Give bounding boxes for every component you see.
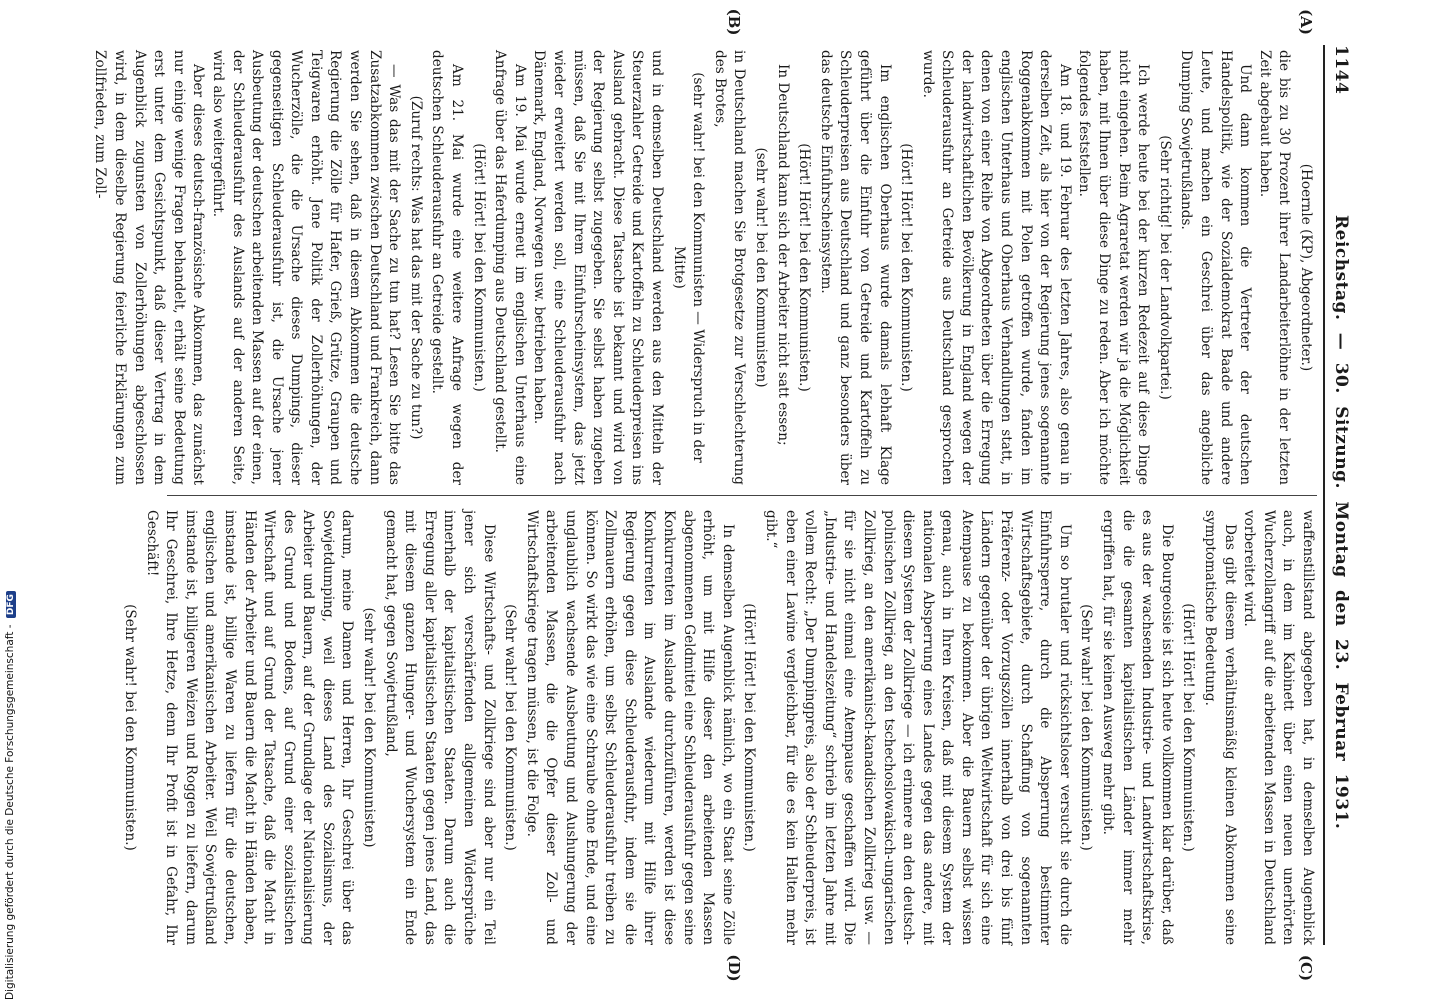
- paragraph: — Was das mit der Sache zu tun hat? Lesen Sie bitte das Zusatzabkommen zwischen Deutschland und Frankreich, dann werden Sie sehen, daß in diesem Abkommen die deutsche Regierung die Zölle für Hafer, Grieß, Grütze, Graupen und Teigwaren erhöht. Jene Politik der Zollerhöhungen, der Wucherzölle, die die Ursache dieses Dumpings, dieser gegenseitigen Schleuderausfuhr ist, die Ursache jener Ausbeutung der deutschen arbeitenden Massen auf der einen, der Schleuderausfuhr des Auslands auf der anderen Seite, wird also weitergeführt.: [209, 50, 403, 485]
- page-title: Reichstag. — 30. Sitzung. Montag den 23. Februar 1931.: [1331, 215, 1351, 830]
- paragraph: Im englischen Oberhaus wurde damals lebhaft Klage geführt über die Einfuhr von Getreide und Kartoffeln zu Schleuderpreisen aus Deutschland und ganz besonders über das deutsche Einfuhrscheinsystem.: [817, 50, 893, 485]
- paragraph: darum, meine Damen und Herren, Ihr Geschrei über das Sowjetdumping, weil dieses Land des Sozialismus, der Arbeiter und Bauern, auf der Grundlage der Nationalisierung des Grund und Bodens, auf Grund einer sozialistischen Wirtschaft und auf Grund der Tatsache, daß die Macht in Händen der Arbeiter und Bauern die Macht in Händen haben, imstande ist, billige Waren zu liefern für die deutschen, englischen und amerikanischen Arbeiter. Weil Sowjetrußland imstande ist, billigeren Weizen und Roggen zu liefern, darum Ihr Geschrei, Ihre Hetze, denn Ihr Profit ist in Gefahr, Ihr Geschäft!: [143, 510, 356, 945]
- paragraph: Die Bourgeoisie ist sich heute vollkommen klar darüber, daß es aus der wachsenden Industrie- und Landwirtschaftskrise, die die gesamten kapitalistischen Länder immer mehr ergriffen hat, für sie keinen Ausweg mehr gibt.: [1100, 510, 1175, 945]
- margin-marker-a: (A): [1297, 9, 1315, 35]
- paragraph: Am 19. Mai wurde erneut im englischen Unterhaus eine Anfrage über das Haferdumping aus Deutschland gestellt.: [492, 50, 528, 485]
- interjection: (Hört! Hört! bei den Kommunisten.): [741, 603, 758, 852]
- interjection: (sehr wahr! bei den Kommunisten): [752, 147, 769, 388]
- interjection: (Sehr wahr! bei den Kommunisten.): [121, 604, 138, 851]
- paragraph: und in demselben Deutschland werden aus den Mitteln der Steuerzahler Getreide und Kartoffeln zu Schleuderpreisen ins Ausland gebracht. Diese Tatsache ist bekannt und wird von der Regierung selbst zugegeben. Sie selbst haben zugeben müssen, daß Sie mit Ihrem Einfuhrscheinsystem, das jetzt wieder erweitert werden soll, eine Schleuderausfuhr nach Dänemark, England, Norwegen usw. betrieben haben.: [531, 50, 665, 485]
- paragraph: Das gibt diesem verhältnismäßig kleinen Abkommen seine symptomatische Bedeutung.: [1202, 510, 1238, 945]
- paragraph: Um so brutaler und rücksichtsloser versucht sie durch die Einfuhrsperre, durch die Absperrung bestimmter Wirtschaftsgebiete, durch Schaffung von sogenannten Präferenz- oder Vorzugszöllen innerhalb von drei bis fünf Ländern gegenüber der übrigen Weltwirtschaft für sich eine Atempause zu bekommen. Aber die Bauern selbst wissen genau, auch in Ihren Kreisen, daß mit diesem System der nationalen Absperrung eines Landes gegen das andere, mit diesem System der Zollkriege — ich erinnere an den deutsch-polnischen Zollkrieg, an den tschechoslowakisch-ungarischen Zollkrieg, an den amerikanisch-kanadischen Zollkrieg usw. — für sie nicht einmal eine Atempause geschaffen wird. Die „Industrie- und Handelszeitung“ schrieb im letzten Jahre mit vollem Recht: „Der Dumpingpreis, also der Schleuderpreis, ist eben einer Lawine vergleichbar, für die es kein Halten mehr gibt.“: [762, 510, 1073, 945]
- margin-marker-d: (D): [725, 954, 743, 982]
- interjection: (sehr wahr! bei den Kommunisten — Widerspruch in der Mitte): [670, 72, 707, 463]
- page-number: 1144: [1331, 45, 1351, 95]
- margin-marker-c: (C): [1297, 954, 1315, 982]
- paragraph: in Deutschland machen Sie Brotgesetze zur Verschlechterung des Brotes,: [711, 50, 748, 485]
- interjection: (Hört! Hört! bei den Kommunisten.): [796, 143, 813, 392]
- column-divider: [167, 495, 1317, 496]
- paragraph: Aber dieses deutsch-französische Abkommen, das zunächst nur einige wenige Fragen behandelt, erhält seine Bedeutung erst unter dem Gesichtspunkt, daß dieser Vertrag in dem Augenblick zugunsten von Zollerhöhungen abgeschlossen wird, in dem dieselbe Regierung feierliche Erklärungen zum Zollfrieden, zum Zoll-: [92, 50, 207, 485]
- digitization-footer: [4, 0, 16, 1000]
- paragraph: In Deutschland kann sich der Arbeiter nicht satt essen;: [774, 64, 791, 446]
- interjection: (Hört! Hört! bei den Kommunisten.): [470, 143, 487, 392]
- paragraph: In demselben Augenblick nämlich, wo ein Staat seine Zölle erhöht, um mit Hilfe dieser den arbeitenden Massen abgenommenen Geldmittel eine Schleuderausfuhr gegen seine Konkurrenten im Auslande durchzuführen, werden ist diese Konkurrenten im Auslande wiederum mit Hilfe ihrer Regierung gegen diese Schleuderausfuhr, indem sie die Zollmauern erhöhen, um selbst Schleuderausfuhr treiben zu können. So wirkt das wie eine Schraube ohne Ende, und eine unglaublich wachsende Ausbeutung und Aushungerung der arbeitenden Massen, die die Opfer dieser Zoll- und Wirtschaftskriege tragen müssen, ist die Folge.: [523, 510, 736, 945]
- dfg-logo: DFG: [6, 591, 16, 618]
- right-text-column: [121, 510, 1317, 945]
- interjection: (Hoernle (KP), Abgeordneter.): [1298, 163, 1314, 372]
- paragraph: Und dann kommen die Vertreter der deutschen Handelspolitik, wie der Sozialdemokrat Baade und andere Leute, und machen ein Geschrei über das angebliche Dumping Sowjetrußlands.: [1178, 50, 1254, 485]
- paragraph: Am 18. und 19. Februar des letzten Jahres, also genau in derselben Zeit, als hier von der Regierung jenes sogenannte Roggenabkommen mit Polen getroffen wurde, fanden im englischen Unterhaus und Oberhaus Verhandlungen statt, in denen von einer Reihe von Abgeordneten über die Erregung der landwirtschaftlichen Bevölkerung in England wegen der Schleuderausfuhr an Getreide aus Deutschland gesprochen wurde.: [919, 50, 1073, 485]
- interjection: (Sehr wahr! bei den Kommunisten.): [1078, 604, 1095, 851]
- left-text-column: [92, 50, 1317, 485]
- interjection: (sehr wahr! bei den Kommunisten): [361, 607, 378, 848]
- interjection: (Hört! Hört! bei den Kommunisten.): [898, 143, 915, 392]
- interjection: (Sehr richtig! bei der Landvolkpartei.): [1156, 135, 1173, 400]
- paragraph: die bis zu 30 Prozent ihrer Landarbeiterlöhne in der letzten Zeit abgebaut haben.: [1256, 50, 1293, 485]
- paragraph: waffenstillstand abgegeben hat, in demselben Augenblick auch, in dem im Kabinett über einen neuen unerhörten Wucherzollangriff auf die arbeitenden Massen in Deutschland vorbereitet wird.: [1241, 510, 1316, 945]
- footer-text: Digitalisierung gefördert durch die Deutsche Forschungsgemeinschaft -: [4, 624, 16, 1000]
- paragraph: Ich werde heute bei der kurzen Redezeit auf diese Dinge nicht eingehen. Beim Agraretat werden wir ja die Möglichkeit haben, mit Ihnen über diese Dinge zu reden. Aber ich möchte folgendes feststellen.: [1076, 50, 1152, 485]
- page-header: [1323, 45, 1353, 945]
- scanned-page: [92, 5, 1355, 995]
- paragraph: Diese Wirtschafts- und Zollkriege sind aber nur ein Teil jener sich verschärfenden allgemeinen Widersprüche innerhalb der kapitalistischen Staaten. Darum auch die Erregung aller kapitalistischen Staaten gegen jenes Land, das mit diesem ganzen Hunger- und Wuchersystem ein Ende gemacht hat, gegen Sowjetrußland,: [382, 510, 497, 945]
- paragraph: Am 21. Mai wurde eine weitere Anfrage wegen der deutschen Schleuderausfuhr an Getreide gestellt.: [429, 50, 466, 485]
- interjection: (Hört! Hört! bei den Kommunisten.): [1180, 603, 1197, 852]
- interjection: (Sehr wahr! bei den Kommunisten.): [502, 604, 519, 851]
- margin-marker-b: (B): [725, 8, 743, 36]
- interjection: (Zuruf rechts: Was hat das mit der Sache zu tun?): [407, 95, 424, 440]
